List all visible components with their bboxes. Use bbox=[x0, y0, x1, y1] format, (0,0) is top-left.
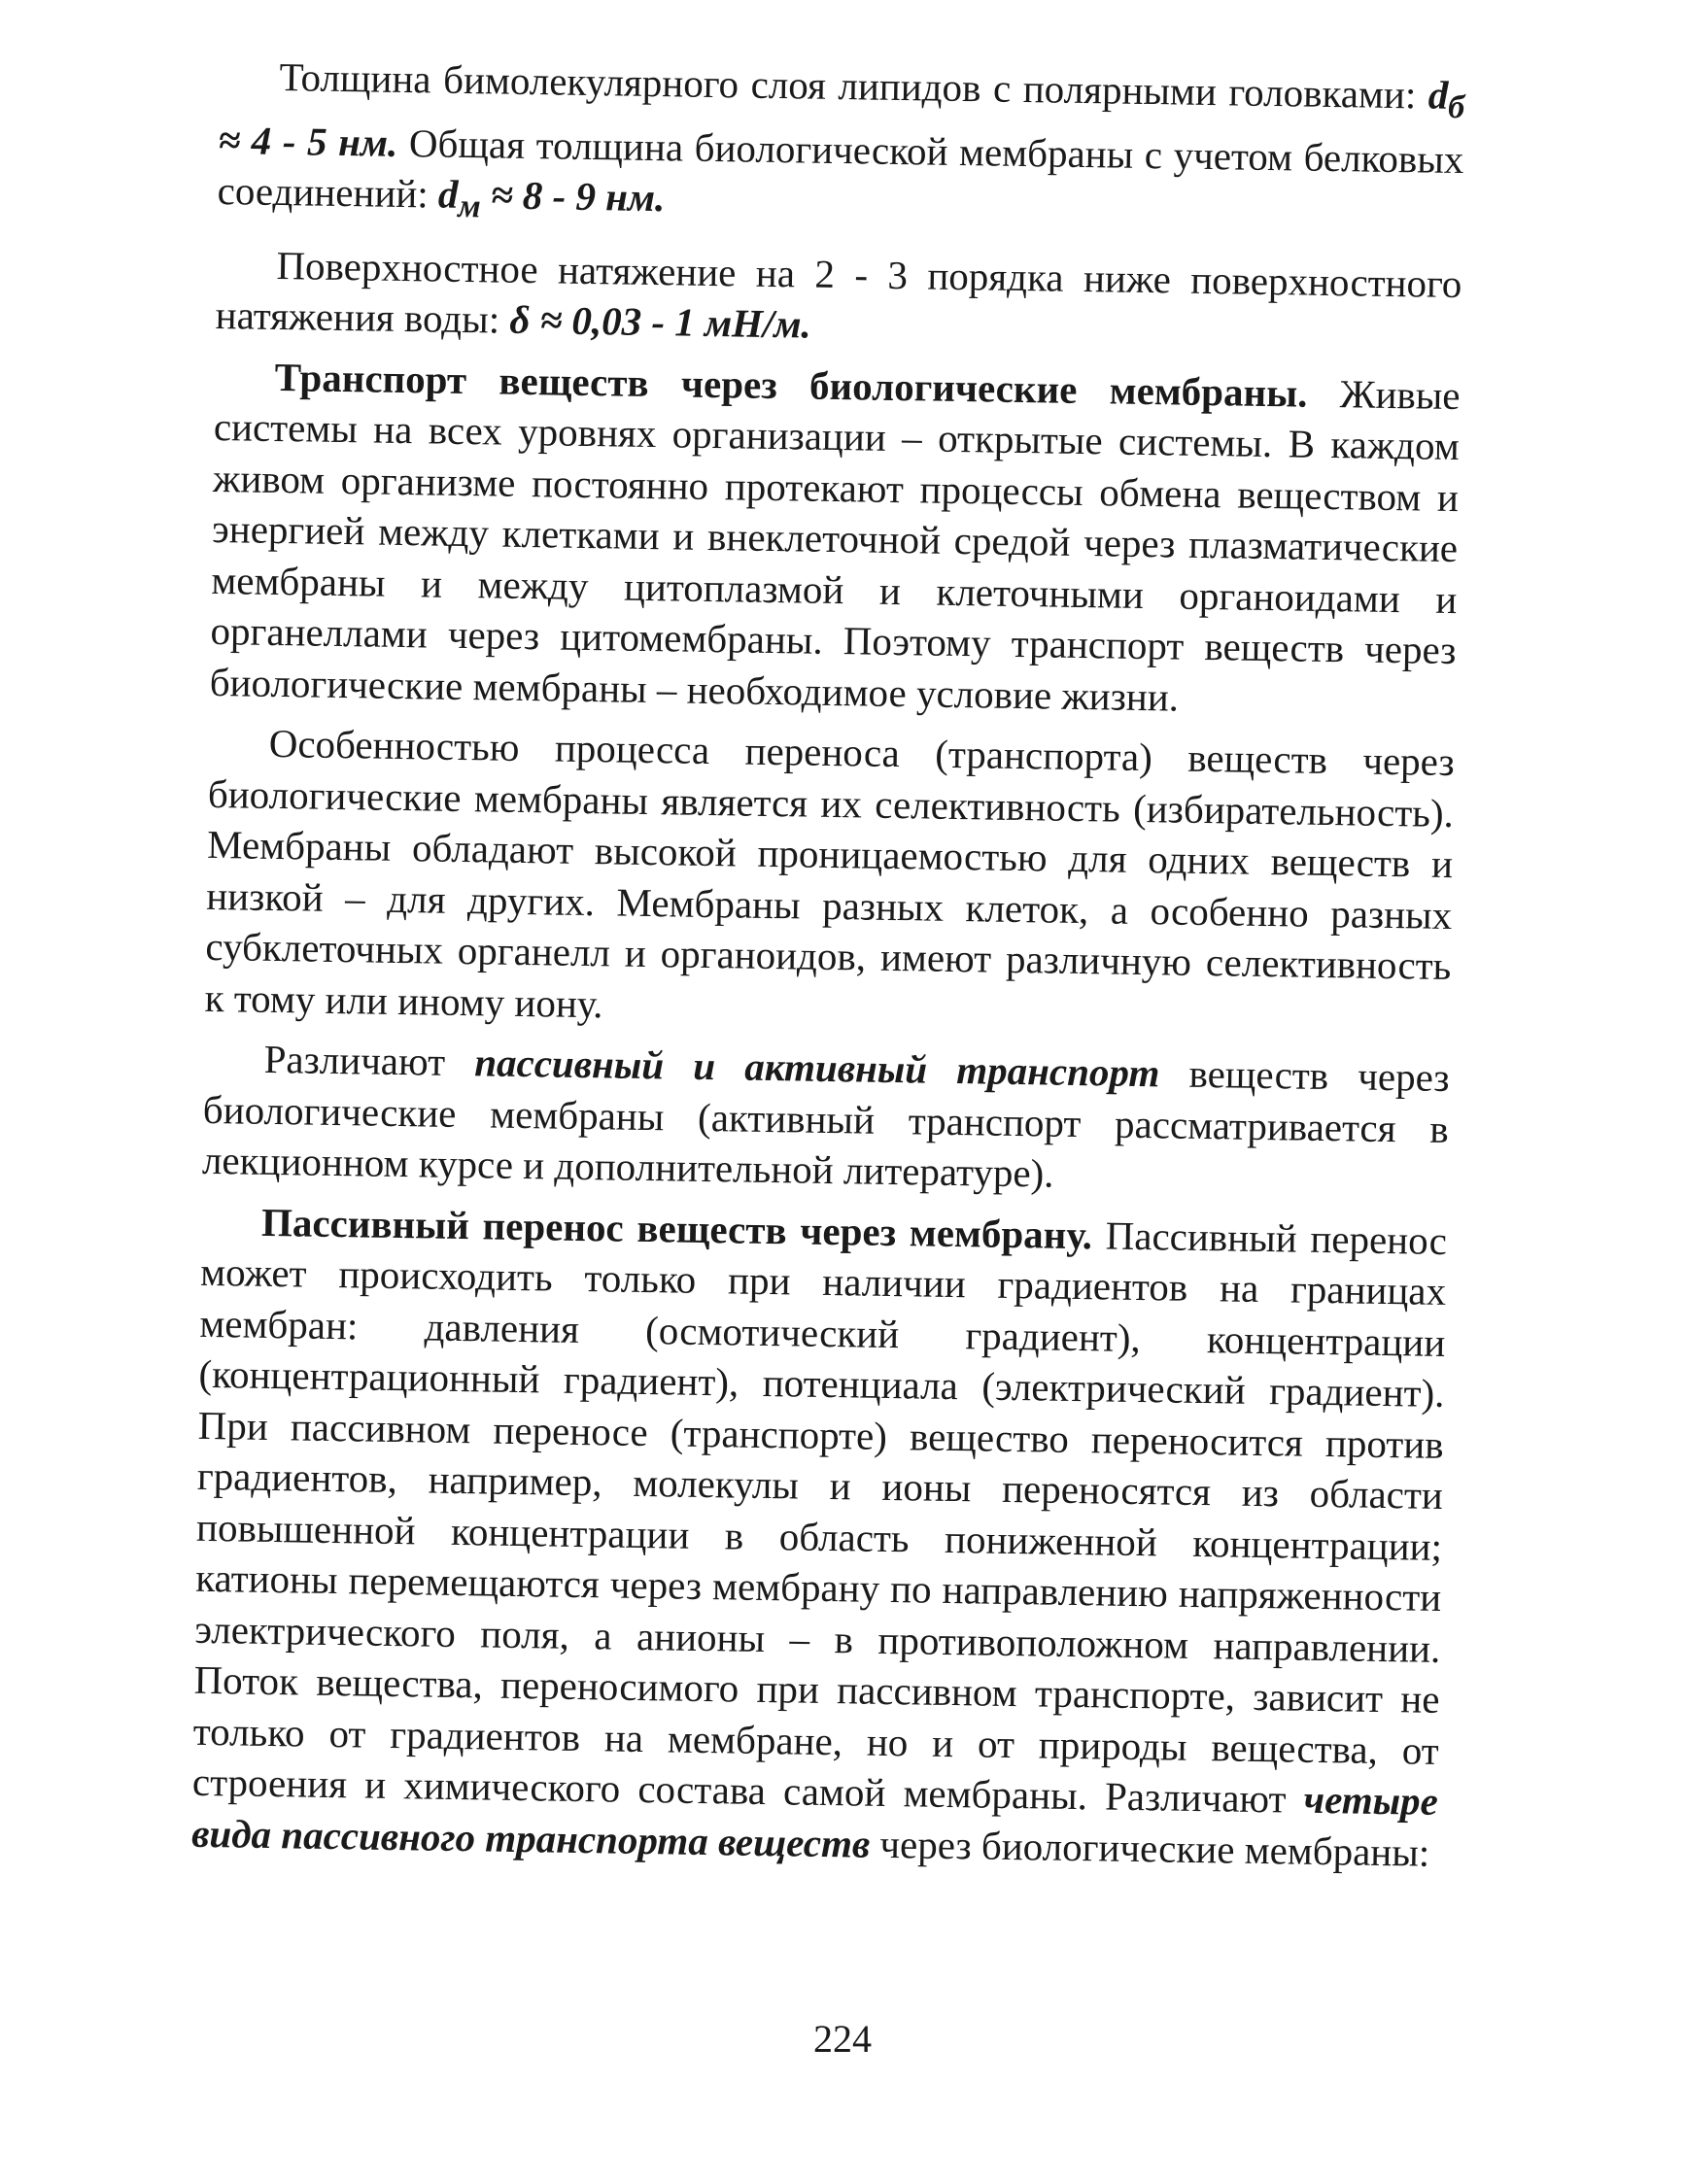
text-span: Живые системы на всех уровнях организации – открытые системы. В каждом живом организме постоянно протекают процессы обмена веществом и энергией между клетками и внеклеточной средой через плазматические мембраны и между цитоплазмой и клеточными органоидами и органеллами через цитомембраны. Поэтому транспорт веществ через биологические мембраны – необходимое условие жизни. bbox=[209, 370, 1461, 720]
section-heading: Пассивный перенос веществ через мембрану. bbox=[260, 1199, 1093, 1258]
formula-symbol: $d_м$ bbox=[437, 171, 481, 225]
section-heading: Транспорт веществ через биологические мембраны. bbox=[274, 354, 1308, 416]
paragraph-lipid-thickness bbox=[217, 51, 1465, 249]
emphasis-text: пассивный и активный транспорт bbox=[473, 1040, 1160, 1096]
formula-value: ≈ 8 - 9 нм. bbox=[480, 172, 666, 221]
formula-value: δ ≈ 0,03 - 1 мН/м. bbox=[509, 297, 812, 347]
text-span: Поверхностное натяжение на 2 - 3 порядка ниже поверхностного натяжения воды: bbox=[215, 242, 1462, 343]
paragraph-passive-transport bbox=[191, 1196, 1448, 1879]
paragraph-transport bbox=[209, 351, 1461, 728]
text-span: веществ через биологические мембраны (активный транспорт рассматривается в лекционном курсе и дополнительной литературе). bbox=[201, 1050, 1450, 1196]
paragraph-transport-types bbox=[202, 1033, 1450, 1206]
paragraph-surface-tension bbox=[215, 239, 1461, 360]
emphasis-text: четыре вида пассивного транспорта веществ bbox=[190, 1777, 1439, 1866]
formula-symbol: $d_б$ bbox=[1427, 72, 1465, 126]
text-span: Общая толщина биологической мембраны с учетом белковых соединений: bbox=[217, 119, 1464, 217]
text-span: Различают bbox=[263, 1037, 475, 1085]
text-span: через биологические мембраны: bbox=[869, 1821, 1430, 1875]
paragraph-selectivity bbox=[204, 717, 1455, 1042]
text-span: Особенностью процесса переноса (транспорта) веществ через биологические мембраны является их селективность (избирательность). Мембраны обладают высокой проницаемостью для одних веществ и низкой – для других. Мембраны разных клеток, а особенно разных субклеточных органелл и органоидов, имеют различную селективность к тому или иному иону. bbox=[204, 721, 1456, 1027]
book-page bbox=[191, 51, 1465, 1888]
page-number: 224 bbox=[813, 2017, 872, 2061]
formula-value: ≈ 4 - 5 нм. bbox=[218, 117, 398, 165]
text-span: Пассивный перенос может происходить только при наличии градиентов на границах мембран: давления (осмотический градиент), концентрации (концентрационный градиент), потенциала (электрический градиент). При пассивном переносе (транспорте) вещество переносится против градиентов, например, молекулы и ионы переносятся из области повышенной концентрации в область пониженной концентрации; катионы перемещаются через мембрану по направлению напряженности электрического поля, а анионы – в противоположном направлении. Поток вещества, переносимого при пассивном транспорте, зависит не только от градиентов на мембране, но и от природы вещества, от строения и химического состава самой мембраны. Различают bbox=[191, 1212, 1448, 1823]
text-span: Толщина бимолекулярного слоя липидов с полярными головками: bbox=[279, 53, 1429, 118]
